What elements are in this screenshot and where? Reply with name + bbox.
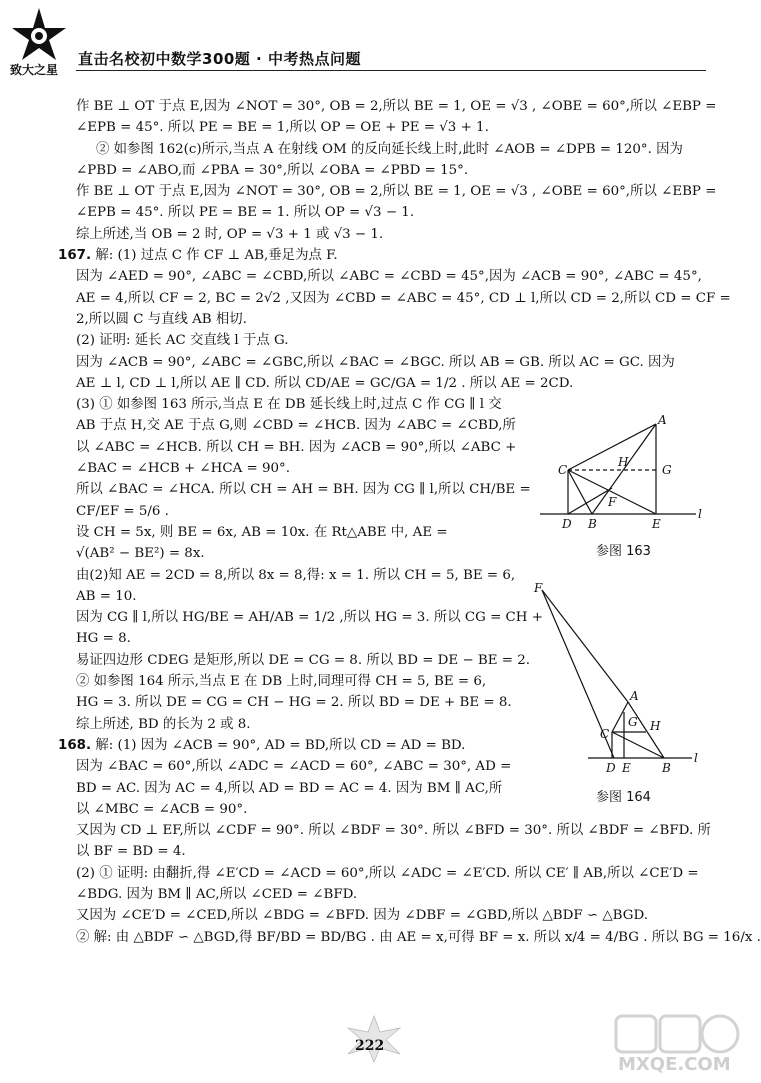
text-line: ∠EPB = 45°. 所以 PE = BE = 1. 所以 OP = √3 − 1. (76, 205, 415, 221)
segment-fa (542, 590, 628, 702)
text-line: AE = 4,所以 CF = 2, BC = 2√2 ,又因为 ∠CBD = ∠ABC = 45°, CD ⊥ l,所以 CD = 2,所以 CD = CF = (76, 290, 731, 306)
text-line: 综上所述,当 OB = 2 时, OP = √3 + 1 或 √3 − 1. (76, 226, 384, 242)
text-line: ∠BAC = ∠HCB + ∠HCA = 90°. (76, 461, 290, 477)
label-e: E (652, 517, 661, 531)
text-span: 解: (1) 因为 ∠ACB = 90°, AD = BD,所以 CD = AD = BD. (95, 737, 466, 753)
label-c: C (558, 463, 568, 477)
text-line (58, 735, 522, 756)
label-f: F (534, 581, 543, 595)
header-rule (76, 70, 706, 71)
label-d: D (606, 761, 616, 775)
text-line: 易证四边形 CDEG 是矩形,所以 DE = CG = 8. 所以 BD = DE − BE = 2. (76, 652, 531, 668)
logo-text: 致大之星 (10, 63, 59, 77)
text-line: (2) 证明: 延长 AC 交直线 l 于点 G. (76, 333, 289, 349)
label-e: E (622, 761, 631, 775)
label-l: l (694, 751, 698, 765)
text-line: ② 如参图 162(c)所示,当点 A 在射线 OM 的反向延长线上时,此时 ∠AOB = ∠DPB = 120°. 因为 (96, 141, 683, 157)
text-line: ② 如参图 164 所示,当点 E 在 DB 上时,同理可得 CH = 5, BE = 6, (76, 674, 487, 690)
label-b: B (588, 517, 597, 531)
page-header (0, 0, 750, 80)
figure-163-caption: 参图 163 (596, 544, 651, 559)
label-g: G (628, 715, 638, 729)
text-line: 因为 ∠ACB = 90°, ∠ABC = ∠GBC,所以 ∠BAC = ∠BGC. 所以 AB = GB. 所以 AC = GC. 因为 (76, 354, 675, 370)
text-line: √(AB² − BE²) = 8x. (76, 546, 205, 562)
segment-ca (568, 424, 656, 470)
label-a: A (658, 413, 667, 427)
text-line: (3) ① 如参图 163 所示,当点 E 在 DB 延长线上时,过点 C 作 CG ∥ l 交 (76, 397, 502, 413)
page-number: 222 (355, 1038, 385, 1054)
figure-164 (528, 582, 710, 778)
text-line: 以 ∠MBC = ∠ACB = 90°. (76, 801, 248, 817)
watermark-text: MXQE.COM (618, 1054, 731, 1075)
text-line: 作 BE ⊥ OT 于点 E,因为 ∠NOT = 30°, OB = 2,所以 BE = 1, OE = √3 , ∠OBE = 60°,所以 ∠EBP = (76, 184, 717, 200)
text-line: 综上所述, BD 的长为 2 或 8. (76, 716, 251, 732)
text-line: AE ⊥ l, CD ⊥ l,所以 AE ∥ CD. 所以 CD/AE = GC/GA = 1/2 . 所以 AE = 2CD. (76, 375, 574, 391)
segment-ba (592, 424, 656, 514)
problem-number: 168. (58, 737, 92, 753)
text-line (58, 245, 710, 266)
text-line: ∠EPB = 45°. 所以 PE = BE = 1,所以 OP = OE + PE = √3 + 1. (76, 120, 489, 136)
label-d: D (562, 517, 572, 531)
text-line: 因为 ∠AED = 90°, ∠ABC = ∠CBD,所以 ∠ABC = ∠CBD = 45°,因为 ∠ACB = 90°, ∠ABC = 45°, (76, 269, 702, 285)
text-line: (2) ① 证明: 由翻折,得 ∠E′CD = ∠ACD = 60°,所以 ∠ADC = ∠E′CD. 所以 CE′ ∥ AB,所以 ∠CE′D = (76, 865, 699, 881)
text-line: HG = 3. 所以 DE = CG = CH − HG = 2. 所以 BD = DE + BE = 8. (76, 695, 512, 711)
text-line: 因为 ∠BAC = 60°,所以 ∠ADC = ∠ACD = 60°, ∠ABC = 30°, AD = (76, 759, 512, 775)
text-line: BD = AC. 因为 AC = 4,所以 AD = BD = AC = 4. 因为 BM ∥ AC,所 (76, 780, 503, 796)
book-title: 直击名校初中数学300题 · 中考热点问题 (78, 50, 361, 68)
label-a: A (630, 689, 639, 703)
figure-163 (536, 410, 710, 530)
text-line: HG = 8. (76, 631, 131, 647)
text-line: 2,所以圆 C 与直线 AB 相切. (76, 311, 247, 327)
text-line: CF/EF = 5/6 . (76, 503, 169, 519)
label-g: G (662, 463, 672, 477)
figure-164-caption: 参图 164 (596, 790, 651, 805)
label-c: C (600, 727, 610, 741)
text-line: 所以 ∠BAC = ∠HCA. 所以 CH = AH = BH. 因为 CG ∥ l,所以 CH/BE = (76, 482, 531, 498)
text-line: 作 BE ⊥ OT 于点 E,因为 ∠NOT = 30°, OB = 2,所以 BE = 1, OE = √3 , ∠OBE = 60°,所以 ∠EBP = (76, 99, 717, 114)
label-h: H (650, 719, 661, 733)
problem-number: 167. (58, 248, 92, 264)
text-line: 设 CH = 5x, 则 BE = 6x, AB = 10x. 在 Rt△ABE 中, AE = (76, 524, 448, 540)
label-l: l (698, 507, 702, 521)
text-line: 由(2)知 AE = 2CD = 8,所以 8x = 8,得: x = 1. 所以 CH = 5, BE = 6, (76, 567, 516, 583)
text-line: 以 ∠ABC = ∠HCB. 所以 CH = BH. 因为 ∠ACB = 90°,所以 ∠ABC + (76, 439, 517, 455)
label-f: F (608, 495, 617, 509)
text-line: ∠BDG. 因为 BM ∥ AC,所以 ∠CED = ∠BFD. (76, 886, 358, 902)
label-b: B (662, 761, 671, 775)
label-h: H (618, 455, 629, 469)
text-line: 又因为 CD ⊥ EF,所以 ∠CDF = 90°. 所以 ∠BDF = 30°. 所以 ∠BFD = 30°. 所以 ∠BDF = ∠BFD. 所 (76, 823, 711, 839)
text-line: AB 于点 H,交 AE 于点 G,则 ∠CBD = ∠HCB. 因为 ∠ABC = ∠CBD,所 (76, 418, 516, 434)
text-line: ∠PBD = ∠ABO,而 ∠PBA = 30°,所以 ∠OBA = ∠PBD = 15°. (76, 162, 469, 178)
segment-ac (612, 702, 628, 732)
text-line: 因为 CG ∥ l,所以 HG/BE = AH/AB = 1/2 ,所以 HG = 3. 所以 CG = CH + (76, 610, 543, 626)
text-line: AB = 10. (76, 588, 137, 604)
text-line: ② 解: 由 △BDF ∽ △BGD,得 BF/BD = BD/BG . 由 AE = x,可得 BF = x. 所以 x/4 = 4/BG . 所以 BG = 16/x . (76, 929, 761, 945)
text-span: 解: (1) 过点 C 作 CF ⊥ AB,垂足为点 F. (95, 248, 338, 264)
star-logo-icon (6, 6, 72, 78)
text-line: 以 BF = BD = 4. (76, 844, 186, 860)
text-line: 又因为 ∠CE′D = ∠CED,所以 ∠BDG = ∠BFD. 因为 ∠DBF = ∠GBD,所以 △BDF ∽ △BGD. (76, 908, 648, 924)
